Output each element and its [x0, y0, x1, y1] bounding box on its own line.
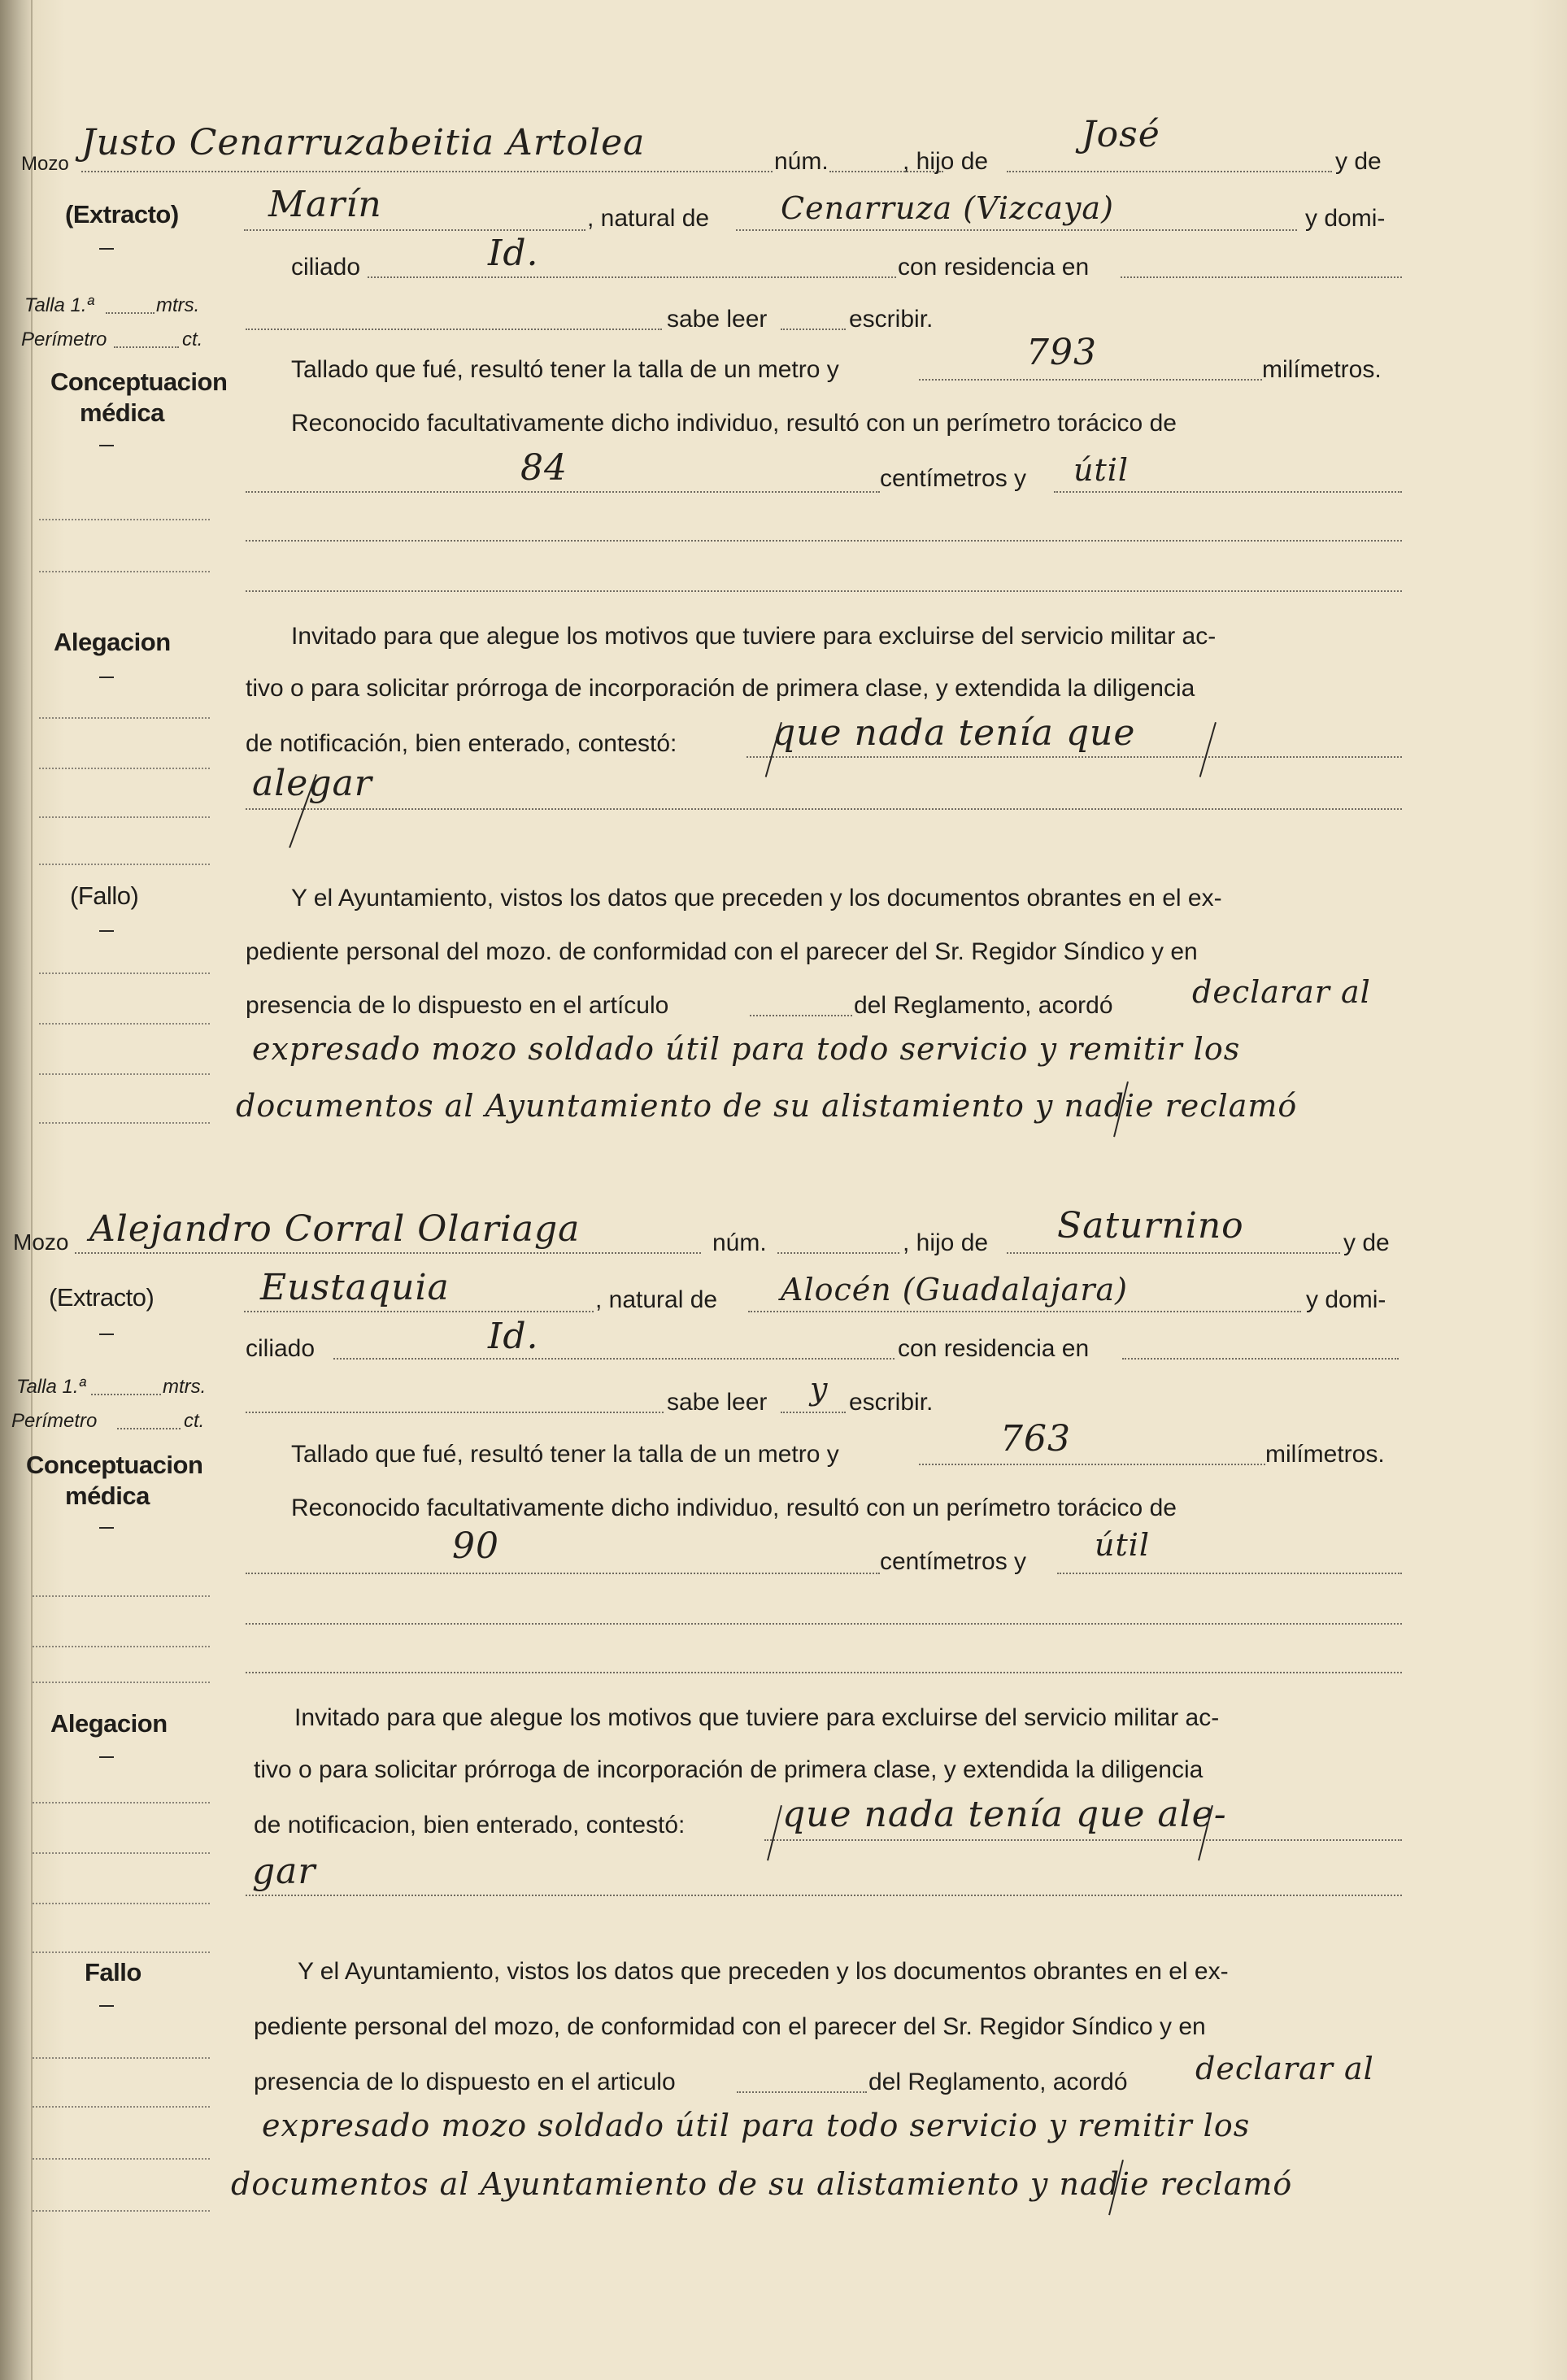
aptitud: útil	[1095, 1527, 1151, 1563]
field-num: núm.	[774, 148, 829, 175]
field-tallado: Tallado que fué, resultó tener la talla de un metro y	[291, 356, 839, 383]
contestacion-2: gar	[252, 1851, 316, 1892]
lined	[33, 1852, 210, 1854]
label-medica: médica	[80, 398, 164, 427]
nombre-mozo: Justo Cenarruzabeitia Artolea	[81, 122, 646, 163]
field-milimetros: milímetros.	[1262, 356, 1382, 383]
field-num: núm.	[712, 1229, 767, 1256]
dots	[117, 1428, 181, 1429]
field-sabe-leer: sabe leer	[667, 1389, 768, 1416]
label-conceptuacion: Conceptuacion	[26, 1451, 203, 1479]
lined	[33, 2210, 210, 2212]
lugar-natural: Cenarruza (Vizcaya)	[781, 190, 1114, 226]
nombre-madre: Marín	[268, 184, 382, 225]
dash	[99, 677, 114, 678]
field-ciliado: ciliado	[246, 1335, 316, 1362]
lined	[39, 571, 210, 572]
nombre-madre: Eustaquia	[260, 1267, 450, 1308]
field-centimetros: centímetros y	[880, 465, 1027, 492]
lined	[33, 2158, 210, 2160]
sabe-leer-value: y	[810, 1371, 829, 1407]
lined	[33, 1682, 210, 1683]
dash	[99, 1334, 114, 1335]
dots	[91, 1394, 161, 1395]
nombre-padre: José	[1082, 114, 1160, 155]
lined	[39, 1122, 210, 1124]
label-mtrs: mtrs.	[163, 1376, 207, 1398]
dots	[114, 346, 179, 348]
field-con-residencia: con residencia en	[898, 254, 1090, 281]
field-milimetros: milímetros.	[1265, 1441, 1385, 1468]
field-y-de: y de	[1343, 1229, 1390, 1256]
lined	[39, 816, 210, 818]
lined	[39, 1023, 210, 1025]
field-reglamento: del Reglamento, acordó	[868, 2069, 1128, 2095]
book-binding	[0, 0, 33, 2380]
lined	[39, 768, 210, 769]
dots	[368, 276, 896, 278]
label-fallo: Fallo	[85, 1958, 141, 1986]
label-ct: ct.	[184, 1410, 205, 1432]
dots	[781, 329, 846, 330]
label-talla: Talla 1.ª	[24, 294, 94, 316]
label-alegacion: Alegacion	[54, 628, 171, 656]
dots	[919, 379, 1262, 381]
dots	[919, 1464, 1265, 1465]
label-mtrs: mtrs.	[156, 294, 200, 316]
dots	[246, 491, 880, 493]
perimetro-cm: 90	[452, 1525, 499, 1567]
field-y-de: y de	[1335, 148, 1382, 175]
dots	[748, 1311, 1301, 1312]
contestacion-2: alegar	[252, 763, 372, 804]
label-medica: médica	[65, 1482, 150, 1510]
label-fallo: (Fallo)	[70, 881, 139, 910]
lined	[33, 1802, 210, 1803]
dots	[747, 756, 1402, 758]
field-reconocido: Reconocido facultativamente dicho individuo, resultó con un perímetro torácico de	[291, 410, 1177, 437]
dots	[246, 1412, 664, 1413]
dash	[99, 930, 114, 932]
acuerdo-1: declarar al	[1192, 974, 1371, 1010]
field-sabe-leer: sabe leer	[667, 306, 768, 333]
lined	[33, 2106, 210, 2108]
dots	[246, 1672, 1402, 1673]
lined	[33, 2057, 210, 2059]
label-mozo: Mozo	[13, 1229, 69, 1255]
dots	[246, 329, 662, 330]
dots	[244, 1311, 594, 1312]
label-ct: ct.	[182, 329, 203, 350]
lined	[39, 519, 210, 520]
talla-mm: 763	[1000, 1418, 1071, 1460]
field-hijo-de: , hijo de	[903, 148, 989, 175]
field-tallado: Tallado que fué, resultó tener la talla de un metro y	[291, 1441, 839, 1468]
fallo-linea-1: Y el Ayuntamiento, vistos los datos que preceden y los documentos obrantes en el ex-	[291, 885, 1222, 912]
lugar-natural: Alocén (Guadalajara)	[781, 1272, 1128, 1307]
alegacion-linea-3: de notificación, bien enterado, contestó:	[246, 730, 677, 757]
field-centimetros: centímetros y	[880, 1548, 1027, 1575]
dash	[99, 445, 114, 446]
dots	[1121, 276, 1402, 278]
dash	[99, 1756, 114, 1758]
fallo-linea-3: presencia de lo dispuesto en el articulo	[254, 2069, 676, 2095]
field-escribir: escribir.	[849, 1389, 934, 1416]
dots	[333, 1358, 894, 1360]
dots	[737, 2091, 867, 2093]
fallo-linea-1: Y el Ayuntamiento, vistos los datos que preceden y los documentos obrantes en el ex-	[298, 1958, 1229, 1985]
lined	[33, 1903, 210, 1904]
dots	[106, 312, 155, 314]
dots	[75, 1252, 701, 1254]
dash	[99, 2005, 114, 2007]
label-mozo: Mozo	[21, 153, 69, 175]
dots	[246, 1573, 880, 1574]
label-extracto: (Extracto)	[65, 200, 179, 228]
acuerdo-2: expresado mozo soldado útil para todo servicio y remitir los	[252, 1031, 1241, 1067]
lined	[33, 1595, 210, 1597]
dots	[1007, 171, 1332, 172]
domicilio: Id.	[488, 1316, 539, 1357]
alegacion-linea-1: Invitado para que alegue los motivos que tuviere para excluirse del servicio militar ac-	[291, 623, 1217, 650]
dots	[1057, 1573, 1402, 1574]
acuerdo-3: documentos al Ayuntamiento de su alistamiento y nadie reclamó	[236, 1088, 1298, 1124]
lined	[39, 864, 210, 865]
label-perimetro: Perímetro	[11, 1410, 98, 1432]
contestacion-1: que nada tenía que	[773, 712, 1136, 754]
dots	[246, 540, 1402, 542]
nombre-padre: Saturnino	[1057, 1205, 1244, 1247]
field-con-residencia: con residencia en	[898, 1335, 1090, 1362]
lined	[33, 1951, 210, 1953]
field-y-domi: y domi-	[1306, 1286, 1386, 1313]
dots	[750, 1015, 852, 1016]
acuerdo-1: declarar al	[1195, 2051, 1374, 2086]
label-conceptuacion: Conceptuacion	[50, 368, 228, 396]
contestacion-1: que nada tenía que ale-	[782, 1794, 1227, 1835]
alegacion-linea-2: tivo o para solicitar prórroga de incorporación de primera clase, y extendida la diligencia	[254, 1756, 1204, 1783]
stroke	[767, 1805, 782, 1860]
label-extracto: (Extracto)	[49, 1283, 155, 1312]
dots	[764, 1839, 1402, 1841]
field-hijo-de: , hijo de	[903, 1229, 989, 1256]
field-y-domi: y domi-	[1305, 205, 1386, 232]
field-ciliado: ciliado	[291, 254, 361, 281]
dots	[81, 171, 773, 172]
dots	[777, 1252, 899, 1254]
dots	[781, 1412, 846, 1413]
field-natural-de: , natural de	[587, 205, 710, 232]
acuerdo-3: documentos al Ayuntamiento de su alistamiento y nadie reclamó	[231, 2166, 1293, 2202]
field-escribir: escribir.	[849, 306, 934, 333]
dots	[736, 229, 1297, 231]
lined	[39, 717, 210, 719]
talla-mm: 793	[1026, 332, 1097, 373]
domicilio: Id.	[488, 233, 539, 274]
acuerdo-2: expresado mozo soldado útil para todo servicio y remitir los	[262, 2108, 1251, 2143]
dash	[99, 248, 114, 250]
perimetro-cm: 84	[520, 447, 568, 489]
nombre-mozo: Alejandro Corral Olariaga	[89, 1208, 581, 1250]
dots	[244, 229, 585, 231]
aptitud: útil	[1073, 452, 1130, 488]
dash	[99, 1527, 114, 1529]
label-perimetro: Perímetro	[21, 329, 107, 350]
lined	[33, 1646, 210, 1647]
fallo-linea-2: pediente personal del mozo, de conformidad con el parecer del Sr. Regidor Síndico y en	[254, 2013, 1206, 2040]
lined	[39, 1073, 210, 1075]
dots	[1054, 491, 1402, 493]
dots	[1007, 1252, 1340, 1254]
dots	[246, 1895, 1402, 1896]
label-alegacion: Alegacion	[50, 1709, 168, 1738]
alegacion-linea-3: de notificacion, bien enterado, contestó:	[254, 1812, 686, 1838]
lined	[39, 972, 210, 974]
dots	[246, 590, 1402, 592]
alegacion-linea-2: tivo o para solicitar prórroga de incorporación de primera clase, y extendida la diligencia	[246, 675, 1195, 702]
dots	[246, 1623, 1402, 1625]
field-reconocido: Reconocido facultativamente dicho individuo, resultó con un perímetro torácico de	[291, 1495, 1177, 1521]
label-talla: Talla 1.ª	[16, 1376, 86, 1398]
fallo-linea-3: presencia de lo dispuesto en el artículo	[246, 992, 669, 1019]
dots	[246, 808, 1402, 810]
dots	[1122, 1358, 1399, 1360]
stroke	[1199, 722, 1217, 777]
field-natural-de: , natural de	[595, 1286, 718, 1313]
fallo-linea-2: pediente personal del mozo. de conformidad con el parecer del Sr. Regidor Síndico y en	[246, 938, 1198, 965]
field-reglamento: del Reglamento, acordó	[854, 992, 1113, 1019]
alegacion-linea-1: Invitado para que alegue los motivos que tuviere para excluirse del servicio militar ac-	[294, 1704, 1220, 1731]
